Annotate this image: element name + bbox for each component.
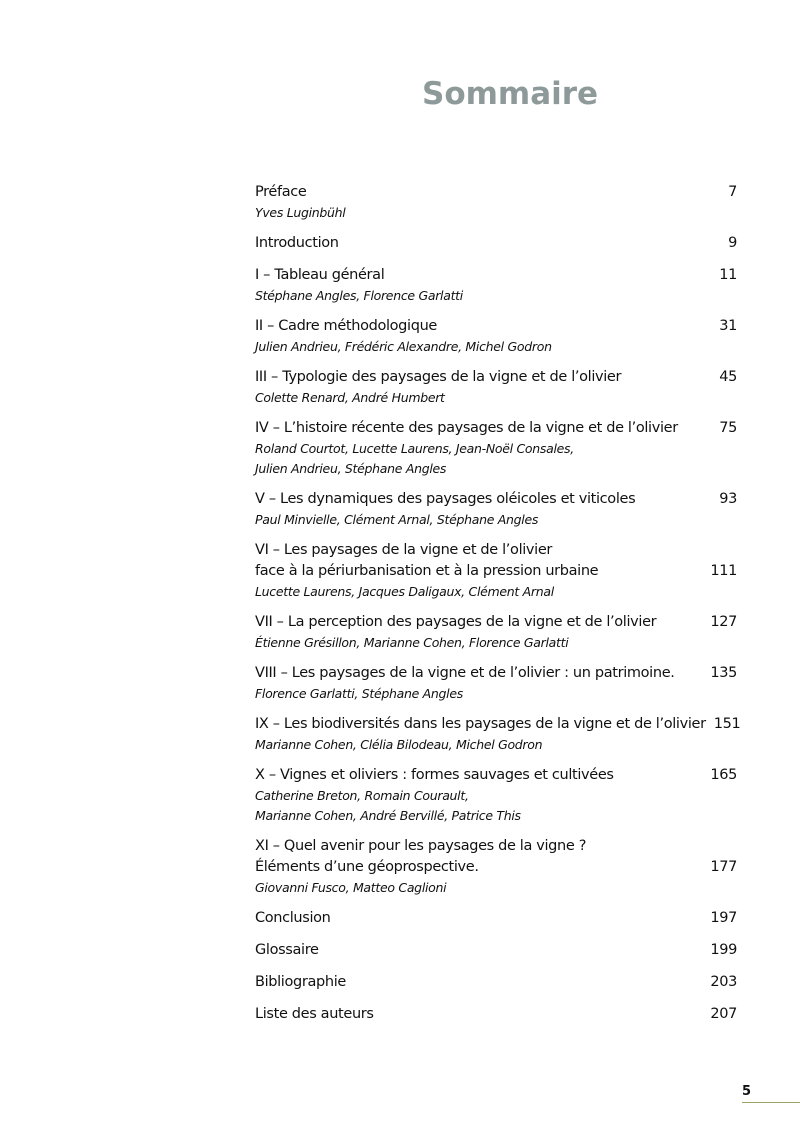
toc-title: Glossaire bbox=[255, 942, 319, 958]
toc-title: V – Les dynamiques des paysages oléicoles et viticoles bbox=[255, 491, 636, 507]
toc-title: face à la périurbanisation et à la pression urbaine bbox=[255, 563, 599, 579]
toc-entry bbox=[255, 233, 737, 254]
toc-entry bbox=[255, 316, 737, 357]
toc-authors: Florence Garlatti, Stéphane Angles bbox=[255, 686, 463, 701]
toc-title-row bbox=[255, 663, 737, 684]
toc-authors: Julien Andrieu, Stéphane Angles bbox=[255, 461, 447, 476]
toc-title: IX – Les biodiversités dans les paysages de la vigne et de l’olivier bbox=[255, 716, 706, 732]
toc-title-row bbox=[255, 972, 737, 993]
toc-title-row bbox=[255, 1004, 737, 1025]
toc-page-number: 207 bbox=[710, 1006, 737, 1022]
toc-title-row bbox=[255, 940, 737, 961]
toc-title: II – Cadre méthodologique bbox=[255, 318, 437, 334]
toc-title: IV – L’histoire récente des paysages de la vigne et de l’olivier bbox=[255, 420, 678, 436]
toc-title: Conclusion bbox=[255, 910, 331, 926]
toc-title-row bbox=[255, 908, 737, 929]
toc-page-number: 203 bbox=[710, 974, 737, 990]
toc-entry bbox=[255, 612, 737, 653]
toc-entry bbox=[255, 940, 737, 961]
toc-title-row bbox=[255, 182, 737, 203]
toc-title-row bbox=[255, 418, 737, 439]
page-number-rule bbox=[742, 1102, 800, 1103]
toc-title: Liste des auteurs bbox=[255, 1006, 374, 1022]
toc-title-row bbox=[255, 765, 737, 786]
toc-entry bbox=[255, 908, 737, 929]
toc-authors: Colette Renard, André Humbert bbox=[255, 390, 445, 405]
toc-title-row bbox=[255, 836, 737, 857]
toc-authors: Yves Luginbühl bbox=[255, 205, 346, 220]
toc-title-row bbox=[255, 489, 737, 510]
toc-page-number: 9 bbox=[728, 235, 737, 251]
toc-entry bbox=[255, 663, 737, 704]
toc-authors: Étienne Grésillon, Marianne Cohen, Florence Garlatti bbox=[255, 635, 569, 650]
toc-entry bbox=[255, 836, 737, 898]
toc-title-row bbox=[255, 857, 737, 878]
toc-title-row bbox=[255, 540, 737, 561]
toc-authors: Roland Courtot, Lucette Laurens, Jean-Noël Consales, bbox=[255, 441, 574, 456]
toc-entry bbox=[255, 540, 737, 602]
toc-title-row bbox=[255, 612, 737, 633]
toc-title-row bbox=[255, 265, 737, 286]
toc-title: I – Tableau général bbox=[255, 267, 385, 283]
toc-title: III – Typologie des paysages de la vigne et de l’olivier bbox=[255, 369, 622, 385]
toc-title: Préface bbox=[255, 184, 307, 200]
toc-entry bbox=[255, 265, 737, 306]
toc-title-row bbox=[255, 561, 737, 582]
toc-entry bbox=[255, 765, 737, 826]
toc-page-number: 45 bbox=[719, 369, 737, 385]
page-title: Sommaire bbox=[422, 76, 599, 112]
toc-authors: Stéphane Angles, Florence Garlatti bbox=[255, 288, 463, 303]
toc-authors: Julien Andrieu, Frédéric Alexandre, Michel Godron bbox=[255, 339, 552, 354]
toc-title-row bbox=[255, 233, 737, 254]
toc-page-number: 165 bbox=[710, 767, 737, 783]
toc-entry bbox=[255, 972, 737, 993]
toc-page-number: 31 bbox=[719, 318, 737, 334]
toc-entry bbox=[255, 714, 741, 755]
toc-title: VIII – Les paysages de la vigne et de l’olivier : un patrimoine. bbox=[255, 665, 675, 681]
toc-page-number: 135 bbox=[710, 665, 737, 681]
toc-authors: Giovanni Fusco, Matteo Caglioni bbox=[255, 880, 447, 895]
toc-title-row bbox=[255, 367, 737, 388]
toc-title: XI – Quel avenir pour les paysages de la vigne ? bbox=[255, 838, 587, 854]
toc-page-number: 93 bbox=[719, 491, 737, 507]
toc-authors: Paul Minvielle, Clément Arnal, Stéphane Angles bbox=[255, 512, 539, 527]
toc-page-number: 127 bbox=[710, 614, 737, 630]
toc-title: X – Vignes et oliviers : formes sauvages et cultivées bbox=[255, 767, 614, 783]
toc-page-number: 11 bbox=[719, 267, 737, 283]
toc-page-number: 75 bbox=[719, 420, 737, 436]
toc-title: VI – Les paysages de la vigne et de l’olivier bbox=[255, 542, 553, 558]
toc-authors: Catherine Breton, Romain Courault, bbox=[255, 788, 469, 803]
table-of-contents bbox=[255, 182, 741, 1036]
toc-entry bbox=[255, 182, 737, 223]
toc-authors: Lucette Laurens, Jacques Daligaux, Clément Arnal bbox=[255, 584, 554, 599]
toc-title: Introduction bbox=[255, 235, 339, 251]
toc-entry bbox=[255, 1004, 737, 1025]
toc-title-row bbox=[255, 316, 737, 337]
toc-page-number: 199 bbox=[710, 942, 737, 958]
page-number: 5 bbox=[742, 1084, 752, 1099]
toc-title: Éléments d’une géoprospective. bbox=[255, 859, 479, 875]
toc-entry bbox=[255, 489, 737, 530]
toc-title-row bbox=[255, 714, 741, 735]
toc-entry bbox=[255, 367, 737, 408]
toc-page-number: 111 bbox=[710, 563, 737, 579]
toc-page-number: 7 bbox=[728, 184, 737, 200]
toc-title: Bibliographie bbox=[255, 974, 346, 990]
toc-page-number: 151 bbox=[713, 716, 741, 732]
toc-page-number: 177 bbox=[710, 859, 737, 875]
toc-title: VII – La perception des paysages de la vigne et de l’olivier bbox=[255, 614, 657, 630]
toc-entry bbox=[255, 418, 737, 479]
toc-page-number: 197 bbox=[710, 910, 737, 926]
toc-authors: Marianne Cohen, André Bervillé, Patrice This bbox=[255, 808, 521, 823]
toc-authors: Marianne Cohen, Clélia Bilodeau, Michel Godron bbox=[255, 737, 543, 752]
